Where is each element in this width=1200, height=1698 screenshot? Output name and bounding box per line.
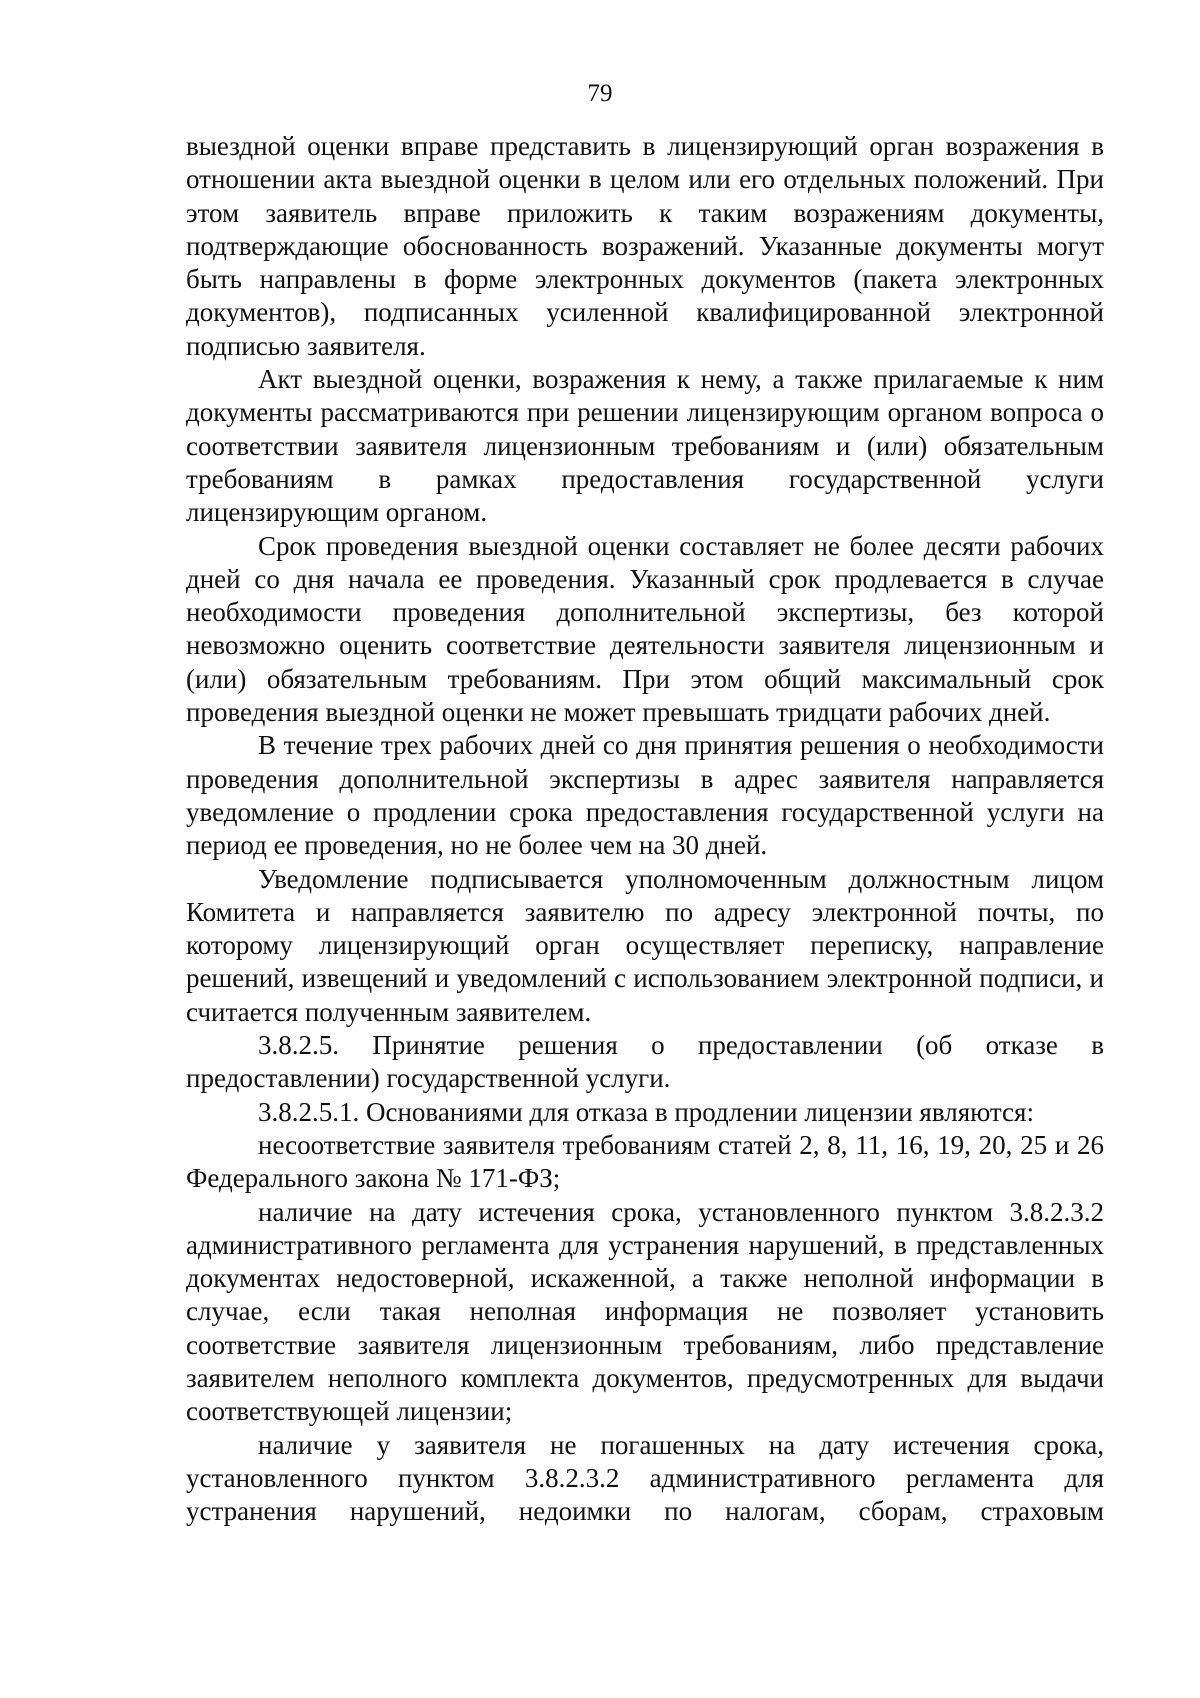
paragraph: Уведомление подписывается уполномоченным должностным лицом Комитета и направляется заявителю по адресу электронной почты, по которому лицензирующий орган осуществляет переписку, направление решений, извещений и уведомлений с использованием электронной подписи, и считается полученным заявителем.: [186, 863, 1104, 1027]
paragraph: выездной оценки вправе представить в лицензирующий орган возражения в отношении акта выездной оценки в целом или его отдельных положений. При этом заявитель вправе приложить к таким возражениям документы, подтверждающие обоснованность возражений. Указанные документы могут быть направлены в форме электронных документов (пакета электронных документов), подписанных усиленной квалифицированной электронной подписью заявителя.: [186, 131, 1104, 361]
document-body: [186, 130, 1104, 1528]
paragraph: Срок проведения выездной оценки составляет не более десяти рабочих дней со дня начала ее проведения. Указанный срок продлевается в случае необходимости проведения дополнительной экспертизы, без которой невозможно оценить соответствие деятельности заявителя лицензионным и (или) обязательным требованиям. При этом общий максимальный срок проведения выездной оценки не может превышать тридцати рабочих дней.: [186, 530, 1104, 728]
paragraph: несоответствие заявителя требованиям статей 2, 8, 11, 16, 19, 20, 25 и 26 Федерального закона № 171-ФЗ;: [186, 1129, 1104, 1194]
paragraph: 3.8.2.5. Принятие решения о предоставлении (об отказе в предоставлении) государственной услуги.: [186, 1030, 1104, 1094]
paragraph: В течение трех рабочих дней со дня принятия решения о необходимости проведения дополнительной экспертизы в адрес заявителя направляется уведомление о продлении срока предоставления государственной услуги на период ее проведения, но не более чем на 30 дней.: [186, 730, 1104, 861]
paragraph: наличие на дату истечения срока, установленного пунктом 3.8.2.3.2 административного регламента для устранения нарушений, в представленных документах недостоверной, искаженной, а также неполной информации в случае, если такая неполная информация не позволяет установить соответствие заявителя лицензионным требованиям, либо представление заявителем неполного комплекта документов, предусмотренных для выдачи соответствующей лицензии;: [186, 1196, 1104, 1427]
paragraph: 3.8.2.5.1. Основаниями для отказа в продлении лицензии являются:: [258, 1096, 1034, 1127]
paragraph: наличие у заявителя не погашенных на дату истечения срока, установленного пунктом 3.8.2.3.2 административного регламента для устранения нарушений, недоимки по налогам, сборам, страховым: [186, 1429, 1104, 1527]
page-number: 79: [587, 80, 613, 107]
paragraph: Акт выездной оценки, возражения к нему, а также прилагаемые к ним документы рассматриваются при решении лицензирующим органом вопроса о соответствии заявителя лицензионным требованиям и (или) обязательным требованиям в рамках предоставления государственной услуги лицензирующим органом.: [186, 364, 1104, 528]
